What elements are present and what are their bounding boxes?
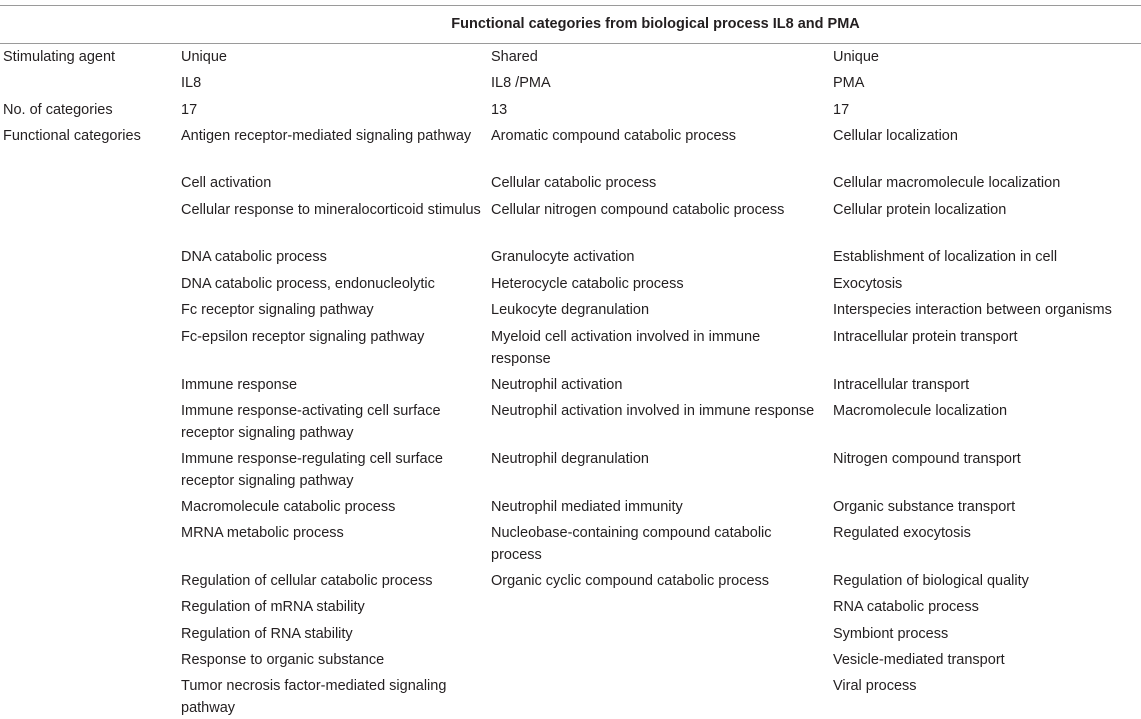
pma-cell: Viral process [833, 678, 917, 694]
il8-cell: Fc-epsilon receptor signaling pathway [181, 329, 425, 345]
table-top-rule [0, 5, 1141, 6]
il8-cell: DNA catabolic process [181, 249, 327, 265]
pma-cell: Organic substance transport [833, 499, 1016, 515]
il8-cell: IL8 [181, 75, 202, 91]
il8-cell: Regulation of cellular catabolic process [181, 573, 433, 589]
pma-cell: Cellular protein localization [833, 202, 1007, 218]
shared-cell: Neutrophil activation involved in immune response [491, 403, 815, 419]
shared-cell: Shared [491, 49, 538, 65]
shared-cell: Myeloid cell activation involved in immune response [491, 329, 761, 367]
shared-cell: Neutrophil activation [491, 377, 623, 393]
il8-cell: Macromolecule catabolic process [181, 499, 396, 515]
il8-cell: Antigen receptor-mediated signaling pathway [181, 128, 472, 144]
pma-cell: Cellular macromolecule localization [833, 175, 1061, 191]
pma-cell: Intracellular protein transport [833, 329, 1018, 345]
pma-cell: Nitrogen compound transport [833, 451, 1021, 467]
shared-cell: Cellular nitrogen compound catabolic process [491, 202, 785, 218]
il8-cell: Immune response-regulating cell surface receptor signaling pathway [181, 451, 443, 489]
il8-cell: Unique [181, 49, 227, 65]
il8-cell: Cellular response to mineralocorticoid stimulus [181, 202, 481, 218]
il8-cell: Immune response-activating cell surface receptor signaling pathway [181, 403, 441, 441]
pma-cell: Exocytosis [833, 276, 903, 292]
shared-cell: Leukocyte degranulation [491, 302, 650, 318]
il8-cell: Regulation of RNA stability [181, 626, 353, 642]
shared-cell: Cellular catabolic process [491, 175, 657, 191]
pma-cell: Regulated exocytosis [833, 525, 971, 541]
il8-cell: Fc receptor signaling pathway [181, 302, 374, 318]
il8-cell: MRNA metabolic process [181, 525, 344, 541]
pma-cell: Symbiont process [833, 626, 949, 642]
header-divider [0, 43, 1141, 44]
il8-cell: Response to organic substance [181, 652, 385, 668]
row-label: No. of categories [3, 102, 113, 118]
pma-cell: 17 [833, 102, 850, 118]
pma-cell: RNA catabolic process [833, 599, 979, 615]
shared-cell: Nucleobase-containing compound catabolic process [491, 525, 772, 563]
shared-cell: Granulocyte activation [491, 249, 635, 265]
shared-cell: IL8 /PMA [491, 75, 551, 91]
pma-cell: PMA [833, 75, 865, 91]
shared-cell: Organic cyclic compound catabolic process [491, 573, 770, 589]
table-title: Functional categories from biological process IL8 and PMA [451, 16, 860, 32]
pma-cell: Vesicle-mediated transport [833, 652, 1005, 668]
shared-cell: Aromatic compound catabolic process [491, 128, 737, 144]
il8-cell: Regulation of mRNA stability [181, 599, 365, 615]
shared-cell: Neutrophil degranulation [491, 451, 649, 467]
il8-cell: DNA catabolic process, endonucleolytic [181, 276, 435, 292]
pma-cell: Intracellular transport [833, 377, 970, 393]
il8-cell: 17 [181, 102, 198, 118]
row-label: Stimulating agent [3, 49, 116, 65]
pma-cell: Cellular localization [833, 128, 958, 144]
pma-cell: Unique [833, 49, 879, 65]
il8-cell: Cell activation [181, 175, 272, 191]
shared-cell: Heterocycle catabolic process [491, 276, 684, 292]
pma-cell: Establishment of localization in cell [833, 249, 1058, 265]
pma-cell: Regulation of biological quality [833, 573, 1029, 589]
pma-cell: Interspecies interaction between organisms [833, 302, 1112, 318]
il8-cell: Immune response [181, 377, 298, 393]
row-label: Functional categories [3, 128, 141, 144]
pma-cell: Macromolecule localization [833, 403, 1008, 419]
shared-cell: 13 [491, 102, 508, 118]
shared-cell: Neutrophil mediated immunity [491, 499, 683, 515]
il8-cell: Tumor necrosis factor-mediated signaling pathway [181, 678, 447, 716]
